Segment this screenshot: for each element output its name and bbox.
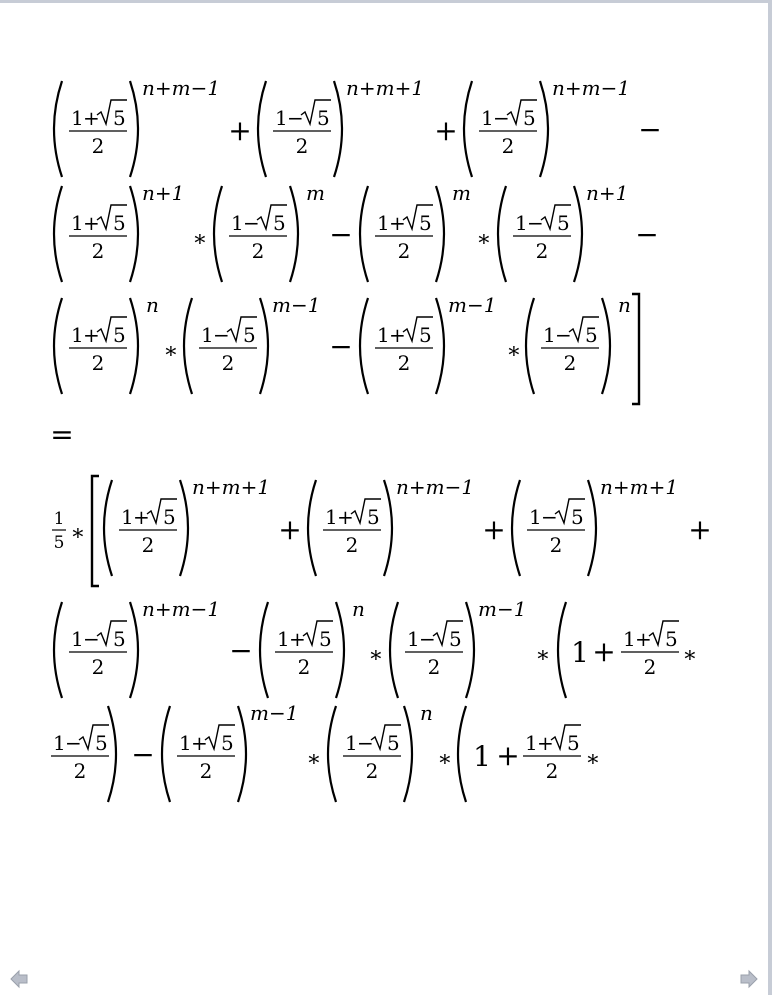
numerator-one: 1 <box>529 505 542 529</box>
numerator-one: 1 <box>201 323 214 347</box>
numerator-sign: − <box>419 627 436 651</box>
right-bracket <box>632 294 639 404</box>
arrow-right-icon <box>738 968 760 990</box>
right-paren <box>130 186 138 282</box>
left-paren <box>54 602 62 698</box>
next-page-button[interactable] <box>738 968 760 990</box>
numerator-sign: − <box>555 323 572 347</box>
exponent: m−1 <box>448 293 497 317</box>
numerator-one: 1 <box>231 211 244 235</box>
exponent: n+m+1 <box>346 76 425 100</box>
denominator: 5 <box>53 533 65 553</box>
numerator-sign: − <box>541 505 558 529</box>
fraction-plus <box>523 725 581 783</box>
numerator-one: 1 <box>275 106 288 130</box>
fraction-minus <box>343 725 401 783</box>
numerator-sign: − <box>527 211 544 235</box>
left-paren <box>54 298 62 394</box>
radicand: 5 <box>523 106 536 130</box>
times-operator: ∗ <box>437 747 453 772</box>
plus-operator: + <box>228 114 252 147</box>
numerator-one: 1 <box>71 106 84 130</box>
right-paren <box>108 706 116 802</box>
right-paren <box>436 186 444 282</box>
right-paren <box>130 298 138 394</box>
left-paren <box>360 186 368 282</box>
exponent: n+1 <box>586 181 629 205</box>
fraction-minus <box>527 499 585 557</box>
numerator-sign: + <box>389 323 406 347</box>
fraction-plus <box>323 499 381 557</box>
numerator-sign: + <box>389 211 406 235</box>
exponent: m−1 <box>478 597 527 621</box>
numerator-one: 1 <box>345 731 358 755</box>
numerator-sign: + <box>537 731 554 755</box>
right-paren <box>602 298 610 394</box>
right-paren <box>436 298 444 394</box>
numerator-sign: − <box>213 323 230 347</box>
numerator-one: 1 <box>71 211 84 235</box>
constant-one: 1 <box>473 740 491 773</box>
left-paren <box>54 186 62 282</box>
fraction-plus <box>69 100 127 158</box>
fraction-minus <box>229 205 287 263</box>
equals-sign: = <box>50 418 74 451</box>
plus-operator: + <box>688 513 712 546</box>
fraction-minus <box>513 205 571 263</box>
radicand: 5 <box>273 211 286 235</box>
denominator: 2 <box>91 134 105 158</box>
minus-operator: − <box>131 738 155 771</box>
exponent: m−1 <box>250 701 299 725</box>
fraction-minus <box>541 317 599 375</box>
numerator-one: 1 <box>71 323 84 347</box>
plus-operator: + <box>278 513 302 546</box>
exponent: n+1 <box>142 181 185 205</box>
numerator-sign: − <box>65 731 82 755</box>
denominator: 2 <box>397 351 411 375</box>
times-operator: ∗ <box>368 643 384 668</box>
exponent: n <box>352 597 365 621</box>
left-paren <box>390 602 398 698</box>
radicand: 5 <box>665 627 678 651</box>
numerator-sign: + <box>83 323 100 347</box>
denominator: 2 <box>563 351 577 375</box>
arrow-left-icon <box>8 968 30 990</box>
times-operator: ∗ <box>306 747 322 772</box>
fraction-plus <box>177 725 235 783</box>
equation-block <box>0 3 768 995</box>
numerator-one: 1 <box>515 211 528 235</box>
times-operator: ∗ <box>70 521 86 546</box>
times-operator: ∗ <box>585 747 601 772</box>
minus-operator: − <box>635 218 659 251</box>
numerator-one: 1 <box>377 211 390 235</box>
fraction-plus <box>621 621 679 679</box>
radicand: 5 <box>113 211 126 235</box>
denominator: 2 <box>251 239 265 263</box>
left-paren <box>308 480 316 576</box>
numerator-sign: − <box>83 627 100 651</box>
minus-operator: − <box>329 218 353 251</box>
radicand: 5 <box>557 211 570 235</box>
radicand: 5 <box>449 627 462 651</box>
exponent: n+m+1 <box>192 475 271 499</box>
fraction-minus <box>51 725 109 783</box>
denominator: 2 <box>221 351 235 375</box>
left-paren <box>498 186 506 282</box>
numerator-sign: + <box>337 505 354 529</box>
radicand: 5 <box>387 731 400 755</box>
denominator: 2 <box>397 239 411 263</box>
radicand: 5 <box>113 106 126 130</box>
right-paren <box>238 706 246 802</box>
left-paren <box>526 298 534 394</box>
denominator: 2 <box>91 655 105 679</box>
denominator: 2 <box>199 759 213 783</box>
right-paren <box>588 480 596 576</box>
radicand: 5 <box>567 731 580 755</box>
document-page <box>0 3 768 995</box>
numerator-one: 1 <box>543 323 556 347</box>
numerator-sign: + <box>83 106 100 130</box>
right-paren <box>334 81 342 177</box>
denominator: 2 <box>427 655 441 679</box>
times-operator: ∗ <box>506 339 522 364</box>
numerator-sign: + <box>133 505 150 529</box>
radicand: 5 <box>95 731 108 755</box>
numerator-sign: + <box>191 731 208 755</box>
right-paren <box>404 706 412 802</box>
minus-operator: − <box>638 113 662 146</box>
fraction-minus <box>273 100 331 158</box>
times-operator: ∗ <box>163 339 179 364</box>
denominator: 2 <box>91 351 105 375</box>
right-paren <box>290 186 298 282</box>
left-paren <box>328 706 336 802</box>
radicand: 5 <box>367 505 380 529</box>
numerator-one: 1 <box>377 323 390 347</box>
denominator: 2 <box>91 239 105 263</box>
numerator-one: 1 <box>325 505 338 529</box>
denominator: 2 <box>295 134 309 158</box>
exponent: n+m−1 <box>552 76 631 100</box>
denominator: 2 <box>643 655 657 679</box>
denominator: 2 <box>345 533 359 557</box>
right-paren <box>574 186 582 282</box>
exponent: n <box>420 701 433 725</box>
radicand: 5 <box>419 211 432 235</box>
minus-operator: − <box>229 634 253 667</box>
left-paren <box>260 602 268 698</box>
viewer-scrollbar-track[interactable] <box>768 3 772 995</box>
numerator-one: 1 <box>71 627 84 651</box>
plus-operator: + <box>434 114 458 147</box>
numerator-one: 1 <box>121 505 134 529</box>
fraction-plus <box>375 317 433 375</box>
minus-operator: − <box>329 330 353 363</box>
right-paren <box>384 480 392 576</box>
denominator: 2 <box>297 655 311 679</box>
plus-operator: + <box>496 739 520 772</box>
numerator-one: 1 <box>623 627 636 651</box>
denominator: 2 <box>73 759 87 783</box>
radicand: 5 <box>419 323 432 347</box>
left-paren <box>464 81 472 177</box>
fraction-plus <box>69 317 127 375</box>
fraction-minus <box>405 621 463 679</box>
fraction-plus <box>275 621 333 679</box>
numerator-one: 1 <box>277 627 290 651</box>
left-paren <box>214 186 222 282</box>
right-paren <box>466 602 474 698</box>
left-paren <box>104 480 112 576</box>
fraction-plus <box>69 205 127 263</box>
fraction-minus <box>479 100 537 158</box>
exponent: n+m−1 <box>396 475 475 499</box>
exponent: m <box>306 181 325 205</box>
fraction-plus <box>375 205 433 263</box>
radicand: 5 <box>319 627 332 651</box>
fraction-minus <box>199 317 257 375</box>
numerator-one: 1 <box>407 627 420 651</box>
numerator-sign: − <box>357 731 374 755</box>
plus-operator: + <box>592 635 616 668</box>
radicand: 5 <box>221 731 234 755</box>
exponent: n+m−1 <box>142 597 221 621</box>
exponent: m <box>452 181 471 205</box>
left-paren <box>558 602 566 698</box>
radicand: 5 <box>317 106 330 130</box>
left-paren <box>458 706 466 802</box>
denominator: 2 <box>549 533 563 557</box>
radicand: 5 <box>243 323 256 347</box>
fraction-plus <box>119 499 177 557</box>
radicand: 5 <box>585 323 598 347</box>
left-paren <box>258 81 266 177</box>
left-paren <box>54 81 62 177</box>
right-paren <box>260 298 268 394</box>
left-paren <box>184 298 192 394</box>
denominator: 2 <box>535 239 549 263</box>
numerator-sign: + <box>635 627 652 651</box>
fraction-minus <box>69 621 127 679</box>
plus-operator: + <box>482 513 506 546</box>
numerator-sign: − <box>243 211 260 235</box>
numerator-sign: + <box>289 627 306 651</box>
denominator: 2 <box>545 759 559 783</box>
left-paren <box>360 298 368 394</box>
left-bracket <box>92 476 99 586</box>
times-operator: ∗ <box>682 643 698 668</box>
right-paren <box>130 602 138 698</box>
left-paren <box>162 706 170 802</box>
left-paren <box>512 480 520 576</box>
numerator-sign: − <box>287 106 304 130</box>
numerator-one: 1 <box>525 731 538 755</box>
exponent: n+m+1 <box>600 475 679 499</box>
times-operator: ∗ <box>476 227 492 252</box>
radicand: 5 <box>571 505 584 529</box>
radicand: 5 <box>163 505 176 529</box>
right-paren <box>336 602 344 698</box>
denominator: 2 <box>501 134 515 158</box>
exponent: n+m−1 <box>142 76 221 100</box>
times-operator: ∗ <box>535 643 551 668</box>
numerator-sign: − <box>493 106 510 130</box>
numerator-one: 1 <box>179 731 192 755</box>
fraction-one-fifth <box>52 509 66 553</box>
numerator-one: 1 <box>53 731 66 755</box>
denominator: 2 <box>365 759 379 783</box>
numerator-one: 1 <box>481 106 494 130</box>
exponent: n <box>618 293 631 317</box>
radicand: 5 <box>113 323 126 347</box>
times-operator: ∗ <box>192 227 208 252</box>
exponent: m−1 <box>272 293 321 317</box>
radicand: 5 <box>113 627 126 651</box>
numerator-sign: + <box>83 211 100 235</box>
constant-one: 1 <box>571 636 589 669</box>
numerator: 1 <box>53 509 65 529</box>
denominator: 2 <box>141 533 155 557</box>
right-paren <box>130 81 138 177</box>
exponent: n <box>146 293 159 317</box>
right-paren <box>540 81 548 177</box>
right-paren <box>180 480 188 576</box>
previous-page-button[interactable] <box>8 968 30 990</box>
